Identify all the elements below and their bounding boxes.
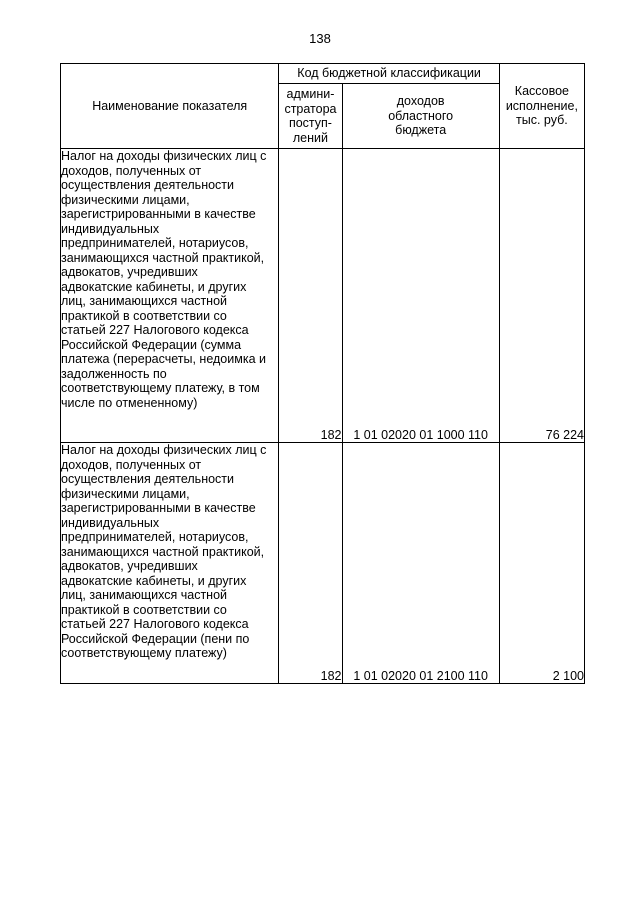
execution-amount-cell: 2 100 (499, 443, 584, 684)
income-code-cell: 1 01 02020 01 1000 110 (342, 149, 499, 443)
header-budget-classification-code: Код бюджетной классификации (279, 64, 499, 84)
page-number: 138 (309, 31, 331, 46)
budget-revenue-table (60, 63, 585, 684)
header-indicator-name: Наименование показателя (61, 64, 279, 149)
indicator-name-cell: Налог на доходы физических лиц с доходов, полученных от осуществления деятельности физическими лицами, зарегистрированными в качестве индивидуальных предпринимателей, нотариусов, занимающихся частной практикой, адвокатов, учредивших адвокатские кабинеты, и других лиц, занимающихся частной практикой в соответствии со статьей 227 Налогового кодекса Российской Федерации (пени по соответствующему платежу) (61, 443, 279, 684)
header-income-code: доходов областного бюджета (342, 84, 499, 149)
header-row-1 (61, 64, 585, 84)
indicator-name-cell: Налог на доходы физических лиц с доходов, полученных от осуществления деятельности физическими лицами, зарегистрированными в качестве индивидуальных предпринимателей, нотариусов, занимающихся частной практикой, адвокатов, учредивших адвокатские кабинеты, и других лиц, занимающихся частной практикой в соответствии со статьей 227 Налогового кодекса Российской Федерации (сумма платежа (перерасчеты, недоимка и задолженность по соответствующему платежу, в том числе по отмененному) (61, 149, 279, 443)
table-row (61, 149, 585, 443)
admin-code-cell: 182 (279, 149, 342, 443)
header-cash-execution: Кассовое исполнение, тыс. руб. (499, 64, 584, 149)
income-code-cell: 1 01 02020 01 2100 110 (342, 443, 499, 684)
admin-code-cell: 182 (279, 443, 342, 684)
table-row (61, 443, 585, 684)
header-admin-code: админи- стратора поступ- лений (279, 84, 342, 149)
execution-amount-cell: 76 224 (499, 149, 584, 443)
